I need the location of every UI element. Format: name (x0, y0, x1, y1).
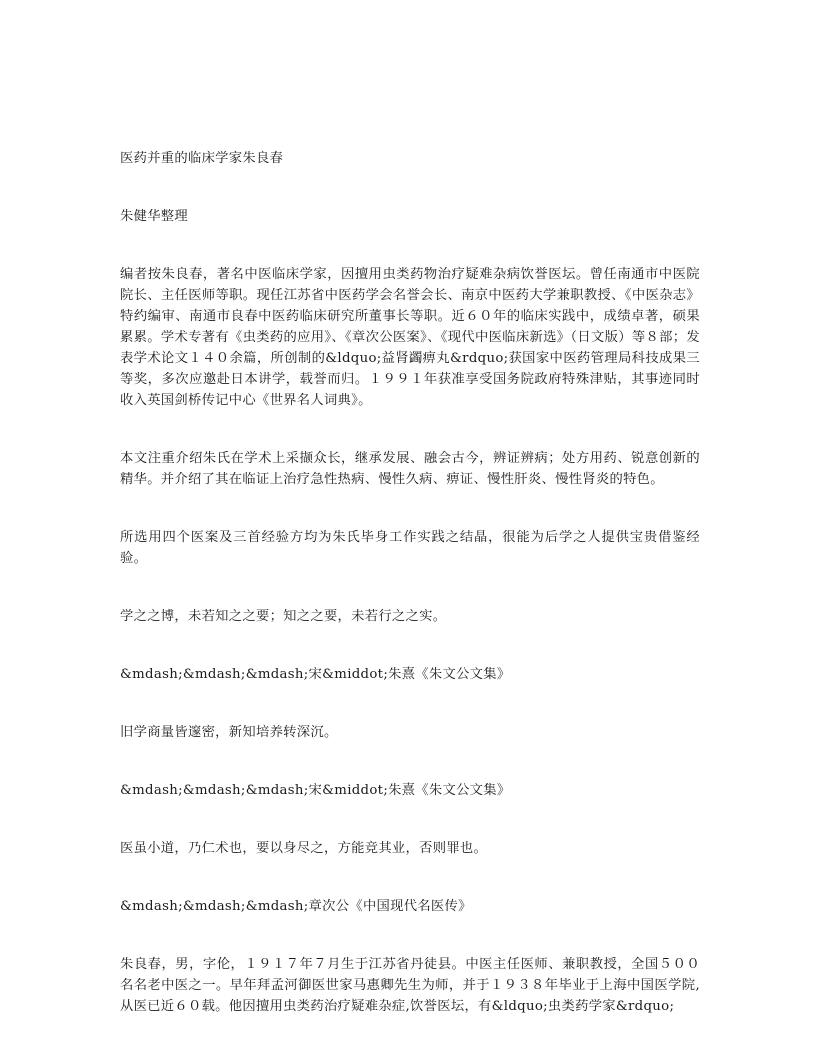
quote-3: 医虽小道，乃仁术也，要以身尽之，方能竞其业，否则罪也。 (120, 841, 488, 856)
summary-paragraph: 本文注重介绍朱氏在学术上采撷众长，继承发展、融会古今，辨证辨病；处方用药、锐意创新的精华。并介绍了其在临证上治疗急性热病、慢性久病、痹证、慢性肝炎、慢性肾炎的特色。 (120, 451, 700, 487)
biography-paragraph: 朱良春，男，字伦，１９１７年７月生于江苏省丹徒县。中医主任医师、兼职教授，全国５００名名老中医之一。早年拜孟河御医世家马惠卿先生为师，并于１９３８年毕业于上海中国医学院,从医已近６０载。他因擅用虫类药治疗疑难杂症,饮誉医坛，有&ldquo;虫类药学家&rdquo; (120, 957, 700, 1014)
quote-2: 旧学商量皆邃密，新知培养转深沉。 (120, 725, 338, 740)
quote-3-source: &mdash;&mdash;&mdash;章次公《中国现代名医传》 (120, 899, 472, 914)
quote-1: 学之之博，未若知之之要；知之之要，未若行之之实。 (120, 609, 447, 624)
document-title: 医药并重的临床学家朱良春 (120, 151, 284, 166)
editor-note-paragraph: 编者按朱良春，著名中医临床学家，因擅用虫类药物治疗疑难杂病饮誉医坛。曾任南通市中医院院长、主任医师等职。现任江苏省中医药学会名誉会长、南京中医药大学兼职教授、《中医杂志》特约编审、南通市良春中医药临床研究所董事长等职。近６０年的临床实践中，成绩卓著，硕果累累。学术专著有《虫类药的应用》、《章次公医案》、《现代中医临床新选》（日文版）等８部；发表学术论文１４０余篇，所创制的&ldquo;益肾蠲痹丸&rdquo;获国家中医药管理局科技成果三等奖，多次应邀赴日本讲学，载誉而归。１９９１年获准享受国务院政府特殊津贴，其事迹同时收入英国剑桥传记中心《世界名人词典》。 (120, 267, 700, 408)
quote-2-source: &mdash;&mdash;&mdash;宋&middot;朱熹《朱文公文集》 (120, 783, 511, 798)
quote-1-source: &mdash;&mdash;&mdash;宋&middot;朱熹《朱文公文集》 (120, 667, 511, 682)
document-author: 朱健华整理 (120, 209, 188, 224)
selection-paragraph: 所选用四个医案及三首经验方均为朱氏毕身工作实践之结晶，很能为后学之人提供宝贵借鉴经验。 (120, 530, 700, 566)
document-page (120, 148, 700, 1017)
